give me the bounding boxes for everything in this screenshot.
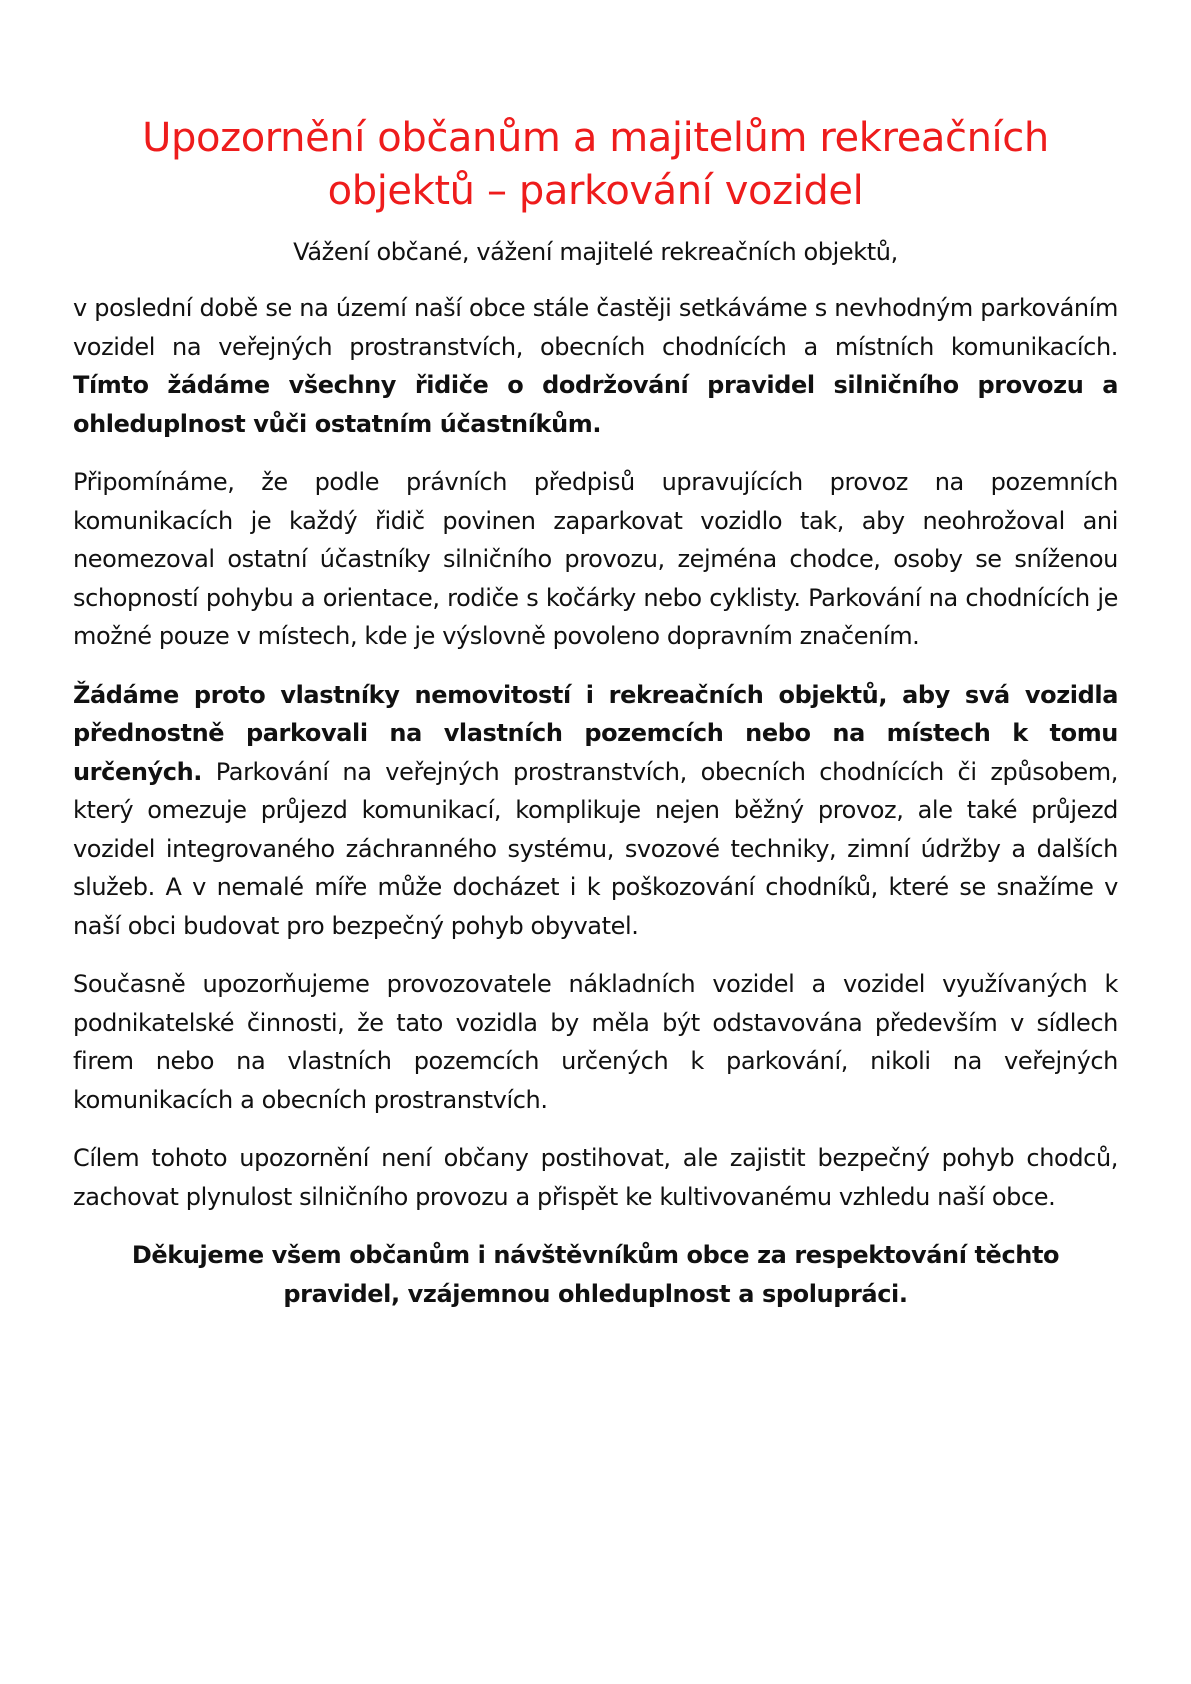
closing-thanks: Děkujeme všem občanům i návštěvníkům obce za respektování těchto pravidel, vzájemnou ohleduplnost a spolupráci. (131, 1241, 1060, 1308)
paragraph-purpose-text: Cílem tohoto upozornění není občany postihovat, ale zajistit bezpečný pohyb chodců, zachovat plynulost silničního provozu a přispět ke kultivovanému vzhledu naší obce. (73, 1144, 1118, 1211)
paragraph-request-owners (73, 676, 1118, 946)
paragraph-request-owners-text: Parkování na veřejných prostranstvích, obecních chodnících či způsobem, který omezuje průjezd komunikací, komplikuje nejen běžný provoz, ale také průjezd vozidel integrovaného záchranného systému, svozové techniky, zimní údržby a dalších služeb. A v nemalé míře může docházet i k poškozování chodníků, které se snažíme v naší obci budovat pro bezpečný pohyb obyvatel. (73, 757, 1118, 940)
paragraph-commercial-vehicles (73, 965, 1118, 1119)
paragraph-intro-bold: Tímto žádáme všechny řidiče o dodržování pravidel silničního provozu a ohleduplnost vůči ostatním účastníkům. (73, 371, 1118, 438)
paragraph-intro (73, 289, 1118, 443)
paragraph-request-owners-bold: Žádáme proto vlastníky nemovitostí i rekreačních objektů, aby svá vozidla přednostně parkovali na vlastních pozemcích nebo na místech k tomu určených. (73, 680, 1118, 786)
greeting: Vážení občané, vážení majitelé rekreačních objektů, (293, 238, 898, 266)
paragraph-intro-text: v poslední době se na území naší obce stále častěji setkáváme s nevhodným parkováním vozidel na veřejných prostranstvích, obecních chodnících a místních komunikacích. (73, 294, 1118, 361)
paragraph-purpose (73, 1139, 1118, 1216)
paragraph-commercial-vehicles-text: Současně upozorňujeme provozovatele nákladních vozidel a vozidel využívaných k podnikatelské činnosti, že tato vozidla by měla být odstavována především v sídlech firem nebo na vlastních pozemcích určených k parkování, nikoli na veřejných komunikacích a obecních prostranstvích. (73, 970, 1118, 1114)
notice-title: Upozornění občanům a majitelům rekreačních objektů – parkování vozidel (142, 115, 1049, 214)
paragraph-legal-reminder (73, 463, 1118, 656)
paragraph-legal-reminder-text: Připomínáme, že podle právních předpisů upravujících provoz na pozemních komunikacích je každý řidič povinen zaparkovat vozidlo tak, aby neohrožoval ani neomezoval ostatní účastníky silničního provozu, zejména chodce, osoby se sníženou schopností pohybu a orientace, rodiče s kočárky nebo cyklisty. Parkování na chodnících je možné pouze v místech, kde je výslovně povoleno dopravním značením. (73, 468, 1118, 650)
